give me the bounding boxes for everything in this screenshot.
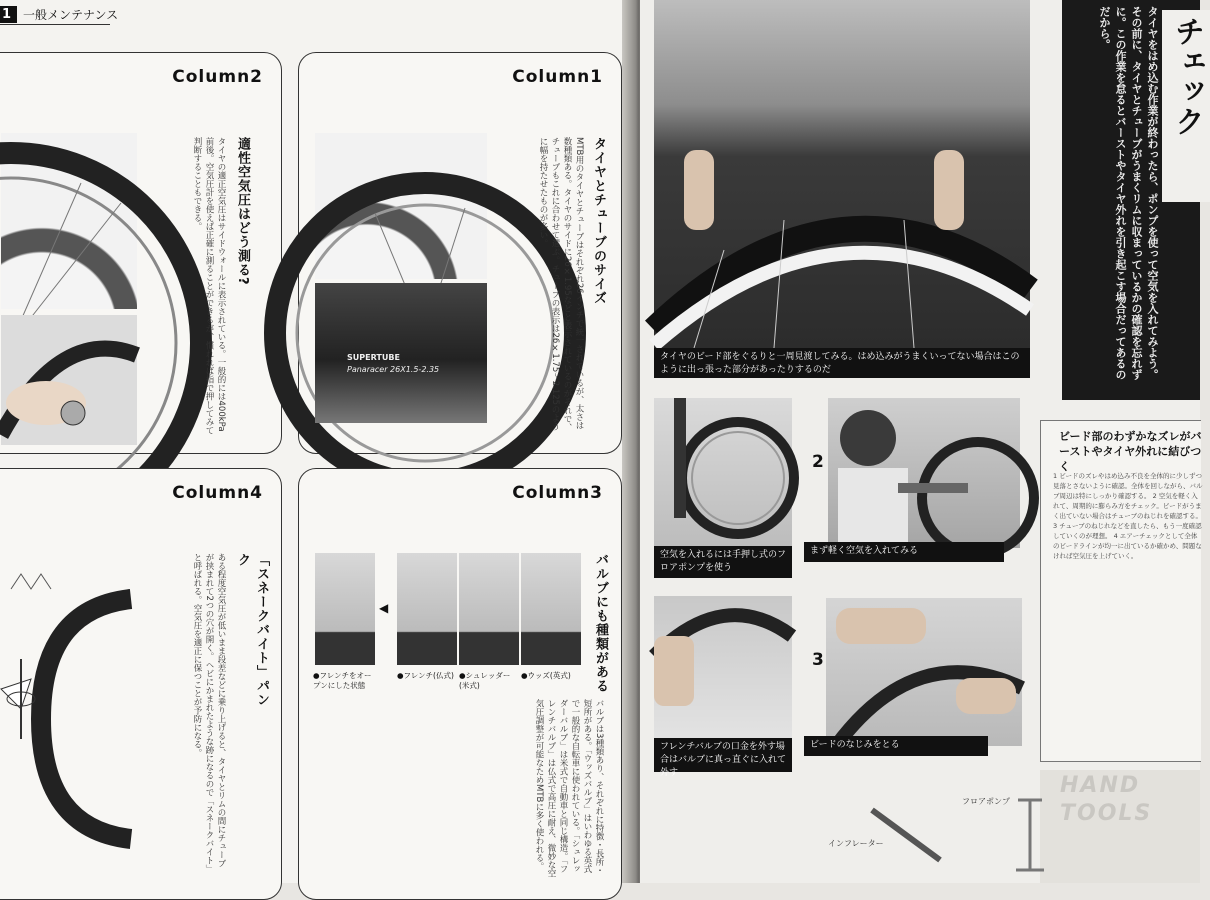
inflator-icon: [860, 800, 960, 870]
column4-box: [0, 468, 282, 900]
sidebar-body: 1 ビードのズレやはめ込み不良を全体的に少しずつ見落とさないように確認。全体を回しながら、バルブ周辺は特にしっかり確認する。 2 空気を軽く入れて、周期的に膨らみ方をチェック。ビードがうまく出ていない場合はチューブのねじれを確認する。3 チューブのねじれなどを直したら、もう一度確認していくのが理想。 4 エアーチェックとして全体のビードラインが均一に出ているか確かめ、問題なければ空気圧を上げていく。: [1053, 472, 1203, 560]
valve-photo-french: [397, 553, 457, 665]
floor-pump-wheel-illustration: [654, 398, 792, 548]
valve-caption-2: ●フレンチ(仏式): [397, 671, 454, 680]
step1-photo: [654, 398, 792, 548]
wheel-illustration: [315, 133, 487, 279]
sidebar-box: [1040, 420, 1201, 762]
wheel-inspection-illustration: [654, 0, 1030, 348]
step2-photo: [828, 398, 1020, 548]
tire-illustration: [1, 133, 137, 309]
valve-caption-3: ●シュレッダー(米式): [459, 671, 511, 690]
bead-seating-illustration: [826, 598, 1022, 746]
column3-body: バルブは3種類あり、それぞれに特徴・長所・短所がある。「ウッズバルブ」はいわゆる英式で一般的な自転車に使われている。「シュレッダーバルブ」は米式で自動車と同じ構造。「フレンチバルブ」は仏式で高圧に耐え、微妙な空気圧調整が可能なためMTBに多く使われる。: [534, 699, 604, 878]
step1-caption: 空気を入れるには手押し式のフロアポンプを使う: [654, 546, 792, 578]
step2-caption: まず軽く空気を入れてみる: [804, 542, 1004, 562]
column1-box: [298, 52, 622, 454]
section-title: 一般メンテナンス: [23, 8, 119, 22]
valve-caption-1: ●フレンチをオープンにした状態: [313, 671, 372, 690]
column2-body: タイヤの適正空気圧はサイドウォールに表示されている。一般的には400kPa前後。空気圧計を使えば正確に測ることができるが、慣れれば指で押してみて判断することもできる。: [192, 137, 226, 435]
step3-caption: フレンチバルブの口金を外す場合はバルブに真っ直ぐに入れて外す: [654, 738, 792, 772]
column4-body: ある程度空気圧が低いまま段差などに乗り上げると、タイヤとリムの間にチューブが挟まれて2つの穴が開く。ヘビにかまれたような跡になるので「スネークバイト」と呼ばれる。空気圧を適正に保つことが予防になる。: [192, 553, 226, 873]
section-header: [0, 6, 118, 23]
intro-text: タイヤをはめ込む作業が終わったら、ポンプを使って空気を入れてみよう。その前に、タイヤとチューブがうまくリムに収まっているかの確認を忘れずに。この作業を怠るとバーストやタイヤ外れを引き起こす場合だってあるのだから。: [1098, 6, 1159, 380]
valve-cap-illustration: [654, 596, 792, 746]
inflator-label: インフレーター: [828, 839, 884, 848]
step4-caption: ビードのなじみをとる: [804, 736, 988, 756]
main-caption: タイヤのビード部をぐるりと一周見渡してみる。はめ込みがうまくいってない場合はこのように出っ張った部分があったりするのだ: [654, 348, 1030, 378]
valve-photo-open: [315, 553, 375, 665]
column4-title: Column4: [172, 483, 263, 503]
column2-title: Column2: [172, 67, 263, 87]
section-number: 1: [0, 6, 17, 23]
column1-tube-photo: [315, 283, 487, 423]
page-title: チェック: [1162, 10, 1210, 202]
valve-photo-schrader: [459, 553, 519, 665]
valve-photo-woods: [521, 553, 581, 665]
step3-photo: [654, 596, 792, 746]
column2-gauge-photo: [1, 315, 137, 445]
column2-heading: 適性空気圧はどう測る?: [235, 137, 250, 286]
column2-tire-photo: [1, 133, 137, 309]
column1-title: Column1: [512, 67, 603, 87]
sidebar-heading: ビード部のわずかなズレがバーストやタイヤ外れに結びつく: [1059, 430, 1202, 473]
step4-photo: [826, 598, 1022, 746]
column3-heading: バルブにも種類がある: [593, 553, 608, 693]
column1-heading: タイヤとチューブのサイズ: [591, 137, 606, 305]
column1-body: MTB用のタイヤとチューブはそれぞれ26インチで統一されているが、太さは数種類ある。タイヤのサイドに26×1.95などと表示されているのがそれで、チューブもこれに合わせて選ぶ。チューブの表示は26×1.75〜2.125のように幅を持たせたものが多い。: [538, 137, 584, 432]
snakebite-diagram: [1, 569, 151, 869]
arrow-icon: ◀: [379, 601, 389, 615]
column1-tire-photo: [315, 133, 487, 279]
header-rule: [0, 24, 110, 25]
title-block: [1062, 0, 1204, 400]
valve-caption-4: ●ウッズ(英式): [521, 671, 571, 680]
main-check-photo: [654, 0, 1030, 348]
column3-title: Column3: [512, 483, 603, 503]
column4-heading: 「スネークバイト」パンク: [235, 553, 269, 707]
column2-box: [0, 52, 282, 454]
floor-pump-label: フロアポンプ: [962, 797, 1010, 806]
step-number-3: 3: [812, 650, 824, 670]
tube-brand-print: SUPERTUBE: [347, 353, 400, 362]
column3-box: [298, 468, 622, 900]
step-number-2: 2: [812, 452, 824, 472]
tube-size-print: Panaracer 26X1.5-2.35: [347, 365, 440, 374]
inflating-illustration: [828, 398, 1020, 548]
floor-pump-icon: [1010, 790, 1050, 880]
hand-tools-title: HAND TOOLS: [1060, 773, 1153, 826]
pressure-gauge-illustration: [1, 315, 137, 445]
